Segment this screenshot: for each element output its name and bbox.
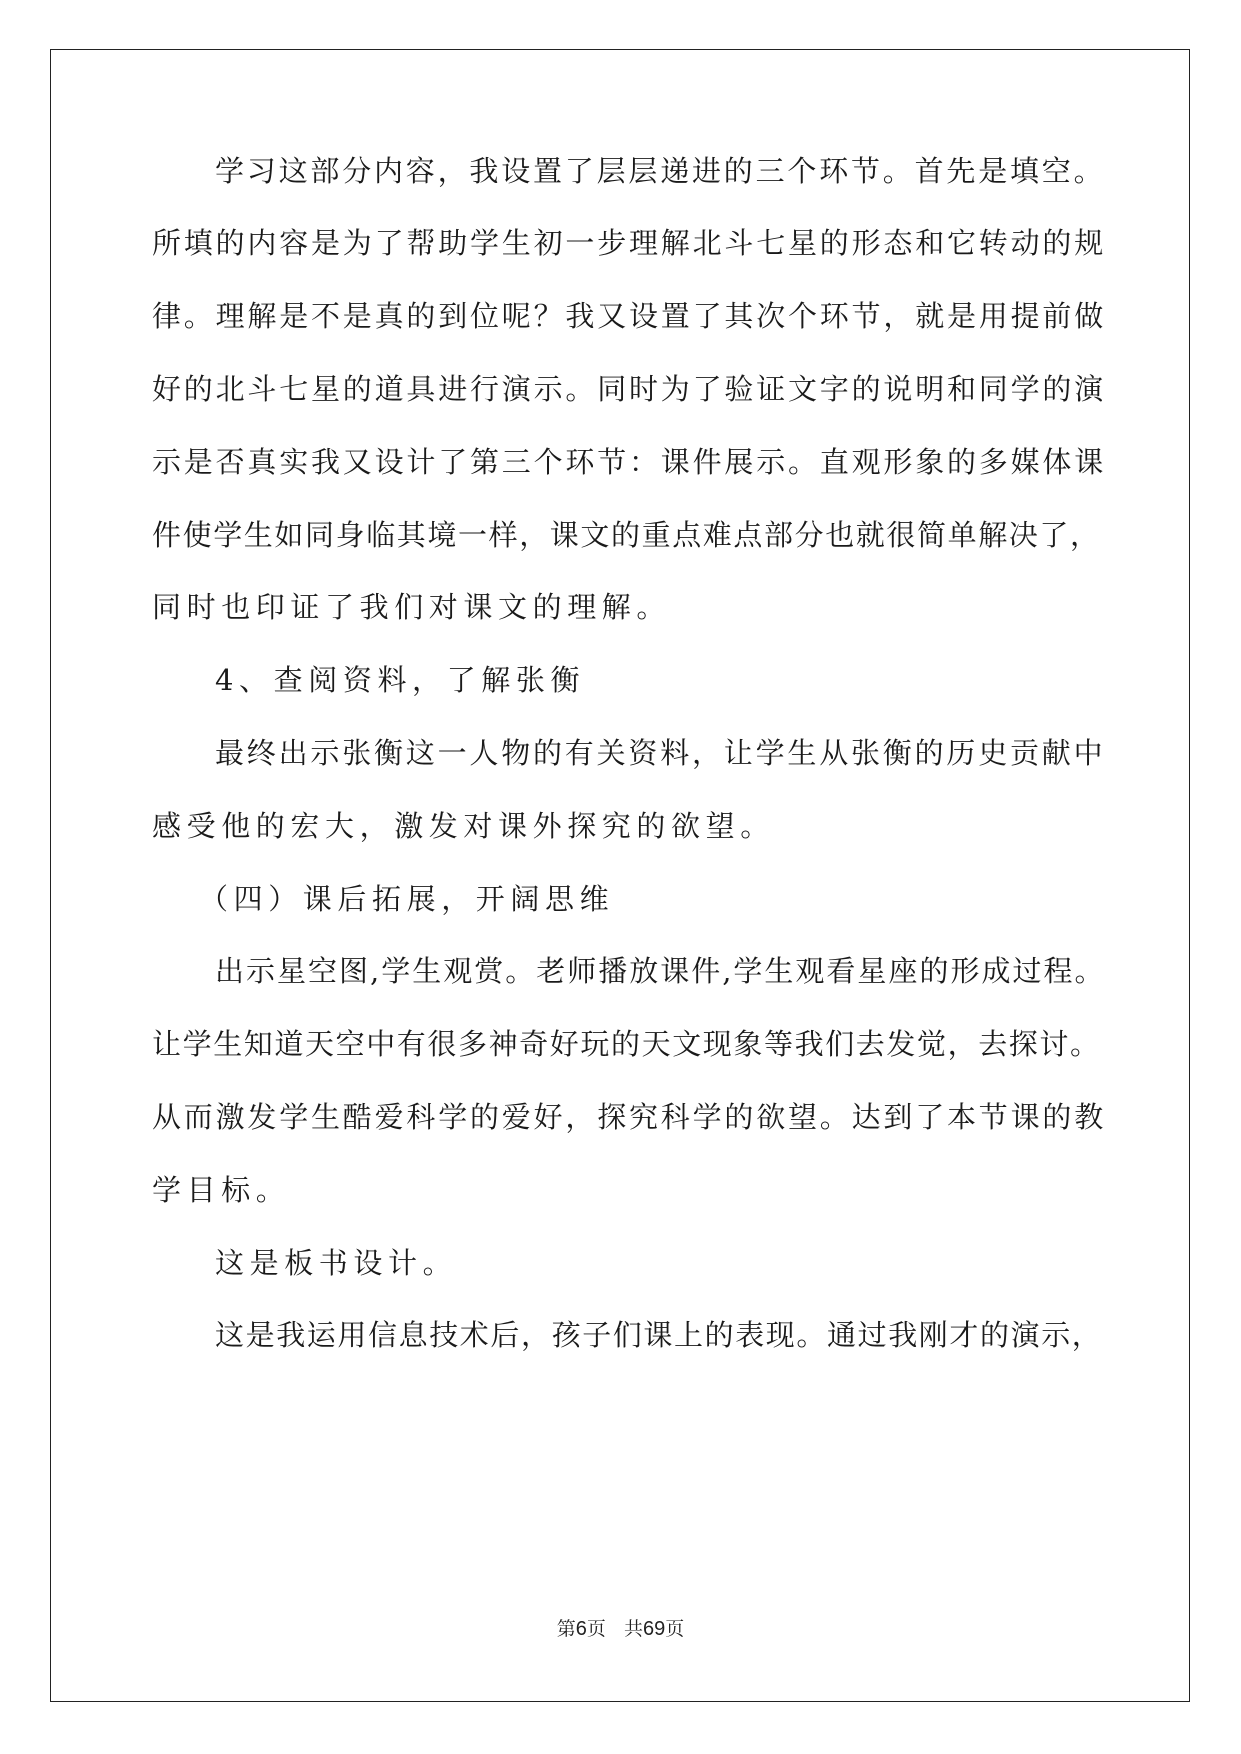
total-page-count: 69 bbox=[643, 1618, 666, 1640]
paragraph-line: 最终出示张衡这一人物的有关资料，让学生从张衡的历史贡献中 bbox=[215, 736, 1106, 770]
paragraph-line: 感受他的宏大，激发对课外探究的欲望。 bbox=[152, 809, 775, 843]
section-heading: 4、查阅资料，了解张衡 bbox=[215, 663, 586, 697]
footer-total-prefix: 共 bbox=[624, 1618, 644, 1640]
paragraph-line: 让学生知道天空中有很多神奇好玩的天文现象等我们去发觉，去探讨。 bbox=[152, 1027, 1101, 1061]
paragraph-line: 学习这部分内容，我设置了层层递进的三个环节。首先是填空。 bbox=[215, 154, 1106, 188]
paragraph-line: 出示星空图,学生观赏。老师播放课件,学生观看星座的形成过程。 bbox=[215, 954, 1106, 988]
paragraph-line: 这是板书设计。 bbox=[215, 1246, 458, 1280]
current-page-number: 6 bbox=[575, 1618, 587, 1640]
paragraph-line: 学目标。 bbox=[152, 1173, 291, 1207]
page-footer bbox=[0, 1614, 1241, 1641]
paragraph-line: 示是否真实我又设计了第三个环节：课件展示。直观形象的多媒体课 bbox=[152, 445, 1107, 479]
footer-prefix: 第 bbox=[556, 1618, 576, 1640]
paragraph-line: 从而激发学生酷爱科学的爱好，探究科学的欲望。达到了本节课的教 bbox=[152, 1100, 1107, 1134]
paragraph-line: 件使学生如同身临其境一样，课文的重点难点部分也就很简单解决了， bbox=[152, 518, 1101, 552]
section-heading: （四）课后拓展，开阔思维 bbox=[199, 882, 615, 916]
paragraph-line: 律。理解是不是真的到位呢？我又设置了其次个环节，就是用提前做 bbox=[152, 299, 1107, 333]
paragraph-line: 同时也印证了我们对课文的理解。 bbox=[152, 590, 672, 624]
footer-total-suffix: 页 bbox=[665, 1618, 685, 1640]
paragraph-line: 所填的内容是为了帮助学生初一步理解北斗七星的形态和它转动的规 bbox=[152, 226, 1107, 260]
paragraph-line: 这是我运用信息技术后，孩子们课上的表现。通过我刚才的演示， bbox=[215, 1318, 1103, 1352]
footer-page-word: 页 bbox=[586, 1618, 606, 1640]
paragraph-line: 好的北斗七星的道具进行演示。同时为了验证文字的说明和同学的演 bbox=[152, 372, 1107, 406]
